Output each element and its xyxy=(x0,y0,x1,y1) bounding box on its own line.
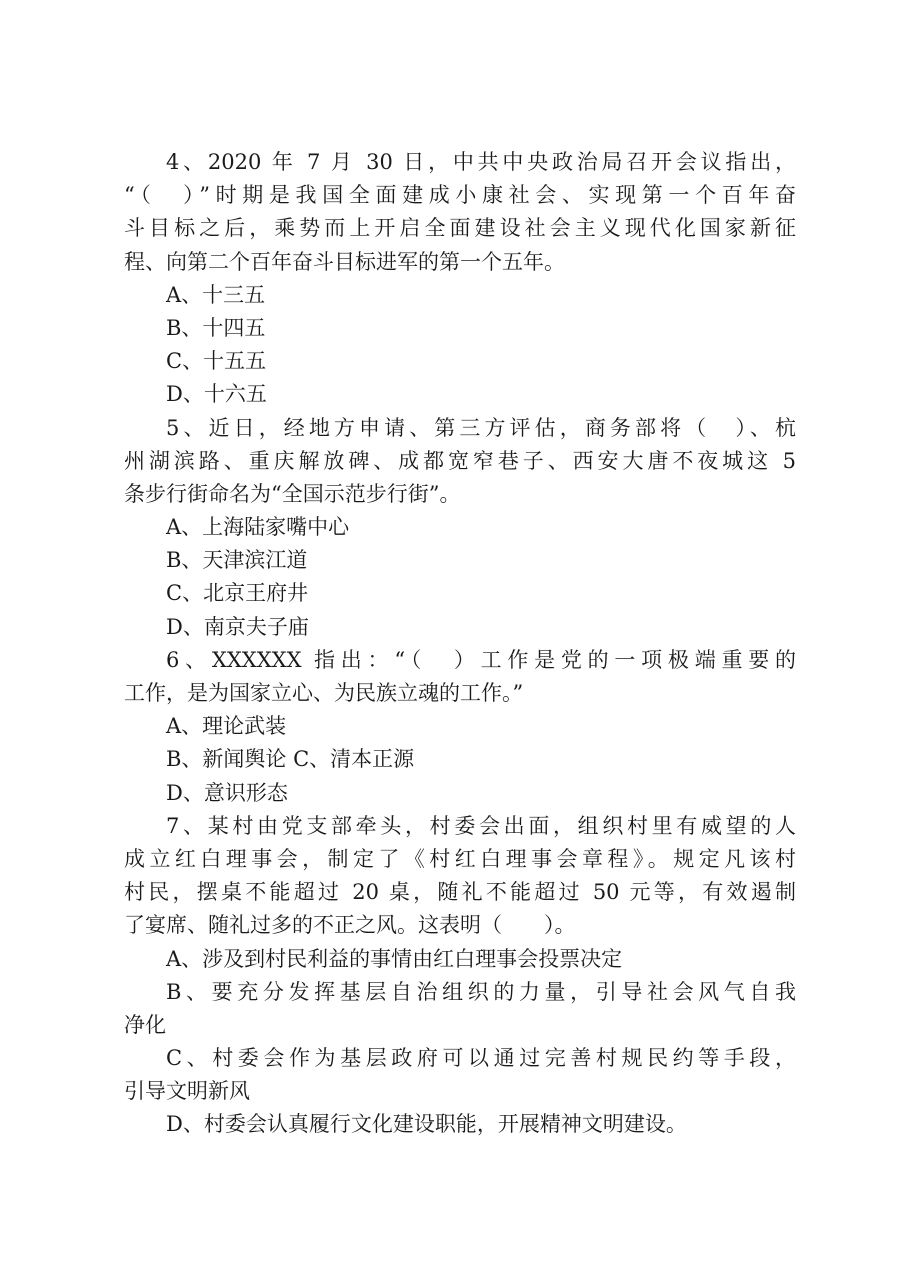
question-5-option-c: C、北京王府井 xyxy=(166,581,309,606)
question-7-option-b-line-2: 净化 xyxy=(124,1012,166,1037)
question-4-stem-line-3: 斗目标之后，乘势而上开启全面建设社会主义现代化国家新征 xyxy=(124,216,796,241)
question-5-options xyxy=(124,511,796,644)
question-6-option-a: A、理论武装 xyxy=(166,714,287,739)
question-4-option-a: A、十三五 xyxy=(166,282,266,307)
question-7-stem-line-3: 村民，摆桌不能超过 20 桌，随礼不能超过 50 元等，有效遏制 xyxy=(124,880,796,905)
question-7-option-b-line-1: B、要充分发挥基层自治组织的力量，引导社会风气自我 xyxy=(166,979,796,1004)
question-5-stem-line-2: 州湖滨路、重庆解放碑、成都宽窄巷子、西安大唐不夜城这 5 xyxy=(124,448,796,473)
question-4-stem-line-1: 4、2020 年 7 月 30 日，中共中央政治局召开会议指出， xyxy=(166,150,796,174)
question-4-stem-line-2: “（ ）”时期是我国全面建成小康社会、实现第一个百年奋 xyxy=(124,183,796,208)
question-7-option-c-line-2: 引导文明新风 xyxy=(124,1079,250,1104)
question-5-option-d: D、南京夫子庙 xyxy=(166,614,309,639)
question-7-options xyxy=(124,943,796,1142)
question-7-option-d: D、村委会认真履行文化建设职能，开展精神文明建设。 xyxy=(166,1112,687,1137)
question-4-option-b: B、十四五 xyxy=(166,315,266,340)
question-5-option-a: A、上海陆家嘴中心 xyxy=(166,515,350,540)
question-5 xyxy=(124,412,796,644)
question-6-options xyxy=(124,710,796,810)
question-7-option-a: A、涉及到村民利益的事情由红白理事会投票决定 xyxy=(166,946,623,971)
question-7 xyxy=(124,810,796,1142)
question-4 xyxy=(124,146,796,412)
question-7-stem-line-1: 7、某村由党支部牵头，村委会出面，组织村里有威望的人 xyxy=(166,813,796,838)
question-6-option-d: D、意识形态 xyxy=(166,780,288,805)
question-6-stem-line-1: 6、XXXXXX 指出：“（ ）工作是党的一项极端重要的 xyxy=(166,647,796,672)
question-6-option-b-c: B、新闻舆论 C、清本正源 xyxy=(166,747,415,772)
question-4-stem-line-4: 程、向第二个百年奋斗目标进军的第一个五年。 xyxy=(124,249,565,274)
document-body xyxy=(124,146,796,1142)
question-7-option-c-line-1: C、村委会作为基层政府可以通过完善村规民约等手段， xyxy=(166,1046,796,1071)
question-6 xyxy=(124,644,796,810)
question-4-option-c: C、十五五 xyxy=(166,349,267,374)
question-7-stem-line-2: 成立红白理事会，制定了《村红白理事会章程》。规定凡该村 xyxy=(124,846,796,871)
question-5-stem-line-3: 条步行街命名为“全国示范步行街”。 xyxy=(124,481,461,506)
question-5-option-b: B、天津滨江道 xyxy=(166,548,308,573)
question-6-stem-line-2: 工作，是为国家立心、为民族立魂的工作。” xyxy=(124,681,524,705)
question-4-options xyxy=(124,279,796,412)
question-4-option-d: D、十六五 xyxy=(166,382,267,407)
question-7-stem-line-4: 了宴席、随礼过多的不正之风。这表明（ ）。 xyxy=(124,913,576,938)
question-5-stem-line-1: 5、近日，经地方申请、第三方评估，商务部将（ ）、杭 xyxy=(166,415,796,440)
